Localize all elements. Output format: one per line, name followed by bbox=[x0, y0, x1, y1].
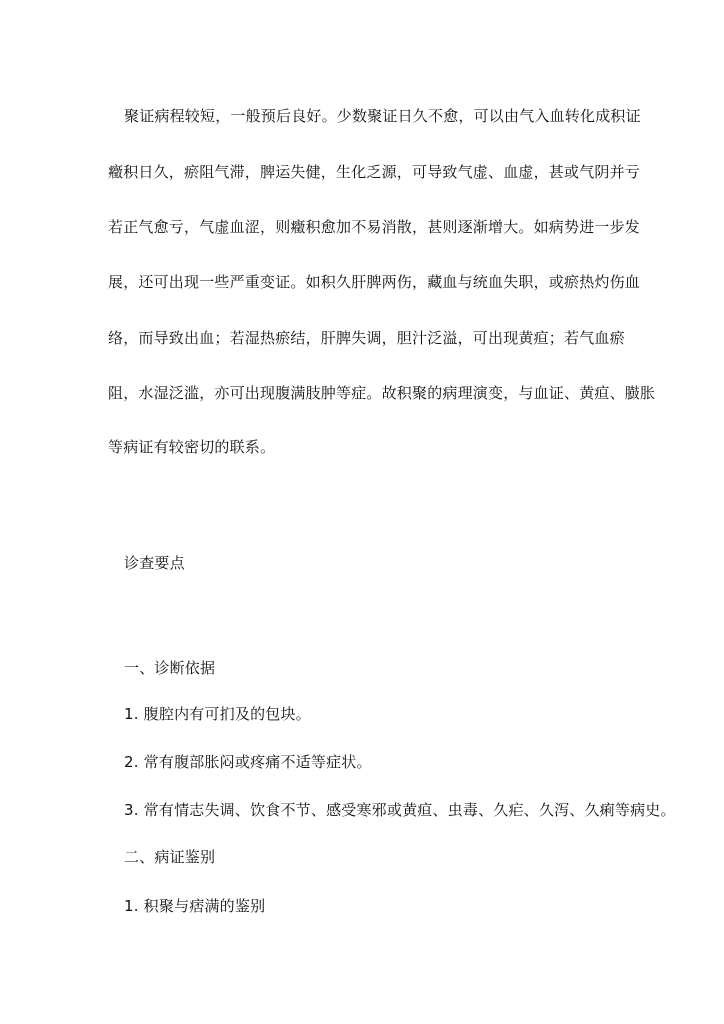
subsection-diagnosis-title: 一、诊断依据 bbox=[124, 659, 216, 677]
differential-item-1: 1. 积聚与痞满的鉴别 bbox=[124, 897, 266, 915]
criteria-item-1: 1. 腹腔内有可扪及的包块。 bbox=[124, 705, 311, 723]
criteria-item-2: 2. 常有腹部胀闷或疼痛不适等症状。 bbox=[124, 753, 372, 771]
section-title: 诊查要点 bbox=[124, 554, 185, 572]
criteria-item-3: 3. 常有情志失调、饮食不节、感受寒邪或黄疸、虫毒、久疟、久泻、久痢等病史。 bbox=[124, 801, 676, 819]
paragraph-line-1: 聚证病程较短，一般预后良好。少数聚证日久不愈，可以由气入血转化成积证 bbox=[124, 107, 641, 125]
paragraph-line-6: 阻，水湿泛滥，亦可出现腹满肢肿等症。故积聚的病理演变，与血证、黄疸、臌胀 bbox=[108, 384, 656, 402]
paragraph-line-5: 络，而导致出血；若湿热瘀结，肝脾失调，胆汁泛溢，可出现黄疸；若气血瘀 bbox=[108, 329, 625, 347]
paragraph-line-7: 等病证有较密切的联系。 bbox=[108, 438, 276, 456]
paragraph-line-2: 癥积日久，瘀阻气滞，脾运失健，生化乏源，可导致气虚、血虚，甚或气阴并亏 bbox=[108, 163, 641, 181]
paragraph-line-4: 展，还可出现一些严重变证。如积久肝脾两伤，藏血与统血失职，或瘀热灼伤血 bbox=[108, 273, 641, 291]
paragraph-line-3: 若正气愈亏，气虚血涩，则癥积愈加不易消散，甚则逐渐增大。如病势进一步发 bbox=[108, 218, 641, 236]
subsection-differential-title: 二、病证鉴别 bbox=[124, 848, 216, 866]
